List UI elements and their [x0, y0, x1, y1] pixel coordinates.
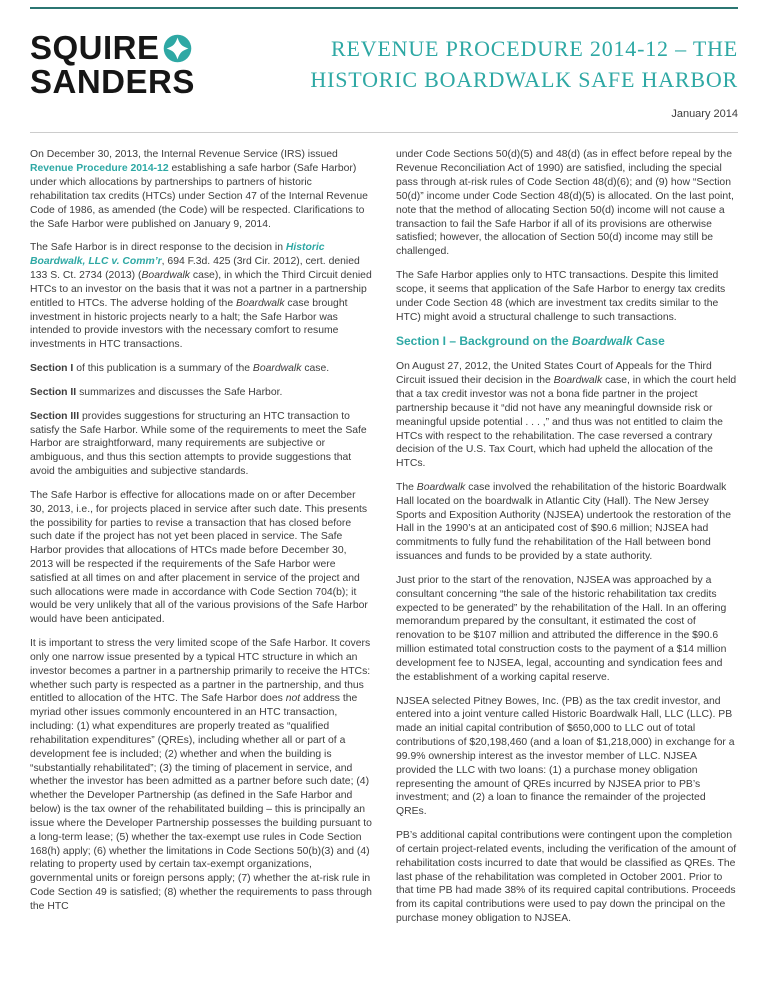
historic-boardwalk-case-link[interactable]: Historic Boardwalk, LLC v. Comm’r — [30, 242, 325, 268]
text-segment: case involved the rehabilitation of the historic Boardwalk Hall located on the boardwalk in Atlantic City (Hall). The New Jersey Sports and Exposition Authority (NJSEA) undertook the restoration of the Hall in the 1990’s at an anticipated cost of $90.6 million; NJSEA had commitments to fully fund the rehabilitation of the Hall between bond issuances and funds to be provided by a state authority. — [396, 481, 731, 563]
text-segment: under Code Sections 50(d)(5) and 48(d) (as in effect before repeal by the Revenue Reconciliation Act of 1990) are satisfied, including the special pass through at-risk rules of Code Section 48(d)(6); and (9) how “Section 50(d)” income under Code Section 48(d)(5) is allocated. On the last point, note that the method of allocating Section 50(d) income will not cause a transaction to fail the Safe Harbor if all of its provisions are otherwise satisfied; however, the allocation of Section 50(d) income may still be challenged. — [396, 149, 734, 258]
page-title-line-2: HISTORIC BOARDWALK SAFE HARBOR — [310, 67, 738, 93]
right-column — [396, 148, 738, 935]
text-segment: Section III — [30, 410, 80, 422]
text-segment: The Safe Harbor applies only to HTC transactions. Despite this limited scope, it seems that application of the Safe Harbor to energy tax credits under Code Section 48 (which are investment tax credits similar to the HTC) might avoid a structural challenge to such transactions. — [396, 270, 726, 323]
text-segment: establishing a safe harbor (Safe Harbor) under which allocations by partnerships to partners of historic rehabilitation tax credits (HTCs) under Section 47 of the Internal Revenue Code of 1986, as amended (the Code) will be respected. Clarifications to the Safe Harbor were published on January 9, 2014. — [30, 163, 368, 230]
body-paragraph — [396, 829, 738, 926]
text-segment: of this publication is a summary of the — [73, 363, 253, 375]
body-paragraph — [30, 362, 372, 376]
text-segment: Boardwalk — [416, 481, 466, 493]
article-body — [30, 148, 738, 935]
text-segment: The Safe Harbor is in direct response to the decision in — [30, 242, 286, 254]
brand-text-sanders: SANDERS — [30, 63, 195, 101]
header-divider — [30, 132, 738, 133]
text-segment: not — [285, 693, 301, 705]
brand-line-2 — [30, 65, 195, 99]
body-paragraph — [30, 637, 372, 914]
text-segment: Boardwalk — [236, 297, 285, 309]
text-segment: provides suggestions for structuring an HTC transaction to satisfy the Safe Harbor. While some of the requirements to meet the Safe Harbor are straightforward, many requirements are subjective or ambiguous, and thus this section attempts to provide suggestions that avoid the ambiguities and subjective standards. — [30, 410, 367, 478]
text-segment: NJSEA selected Pitney Bowes, Inc. (PB) as the tax credit investor, and entered into a joint venture called Historic Boardwalk Hall, LLC (LLC). PB made an initial capital contribution of $650,000 to LLC out of total contributions of $20,198,460 (and a loan of $1,218,000) in exchange for a 99.9% ownership interest as the investor member of LLC. NJSEA provided the LLC with two loans: (1) a purchase money obligation representing the amount of QREs incurred by NJSEA prior to PB’s investment; and (2) a loan to finance the remainder of the projected QREs. — [396, 695, 735, 818]
top-rule — [30, 7, 738, 9]
text-segment: case), in which the Third Circuit denied HTCs to an investor on the basis that it was not a partner in a partnership entitled to HTCs. The adverse holding of the — [30, 270, 372, 309]
body-paragraph — [396, 269, 738, 324]
section-i-heading — [396, 334, 738, 350]
text-segment: address the myriad other issues commonly encountered in an HTC transaction, including: (1) what expenditures are properly treated as “qualified rehabilitation expenditures” (QREs), including whether all or part of a development fee is included; (2) whether and when the building is “substantially rehabilitated”; (3) the timing of placement in service, and whether the investor has been admitted as a partner before such date; (4) whether the Developer Partnership (as defined in the Safe Harbor and below) is the tax owner of the rehabilitated building – this is principally an issue where the Developer Partnership possesses the building pursuant to a long-term lease; (5) whether the tax-exempt use rules in Code Section 168(h) apply; (6) whether the limitations in Code Sections 50(b)(3) and (4) relating to property used by certain tax-exempt organizations, governmental units or foreign persons apply; (7) whether the at-risk rule in Code Section 49 is satisfied; (8) whether the requirements to pass through the HTC — [30, 693, 372, 912]
body-paragraph — [30, 148, 372, 231]
brand-text-squire: SQUIRE — [30, 29, 160, 66]
body-paragraph — [396, 574, 738, 685]
body-paragraph — [396, 148, 738, 259]
body-paragraph — [30, 489, 372, 627]
body-paragraph — [30, 241, 372, 352]
body-paragraph — [30, 386, 372, 400]
brand-mark-icon — [163, 34, 192, 63]
text-segment: On August 27, 2012, the United States Court of Appeals for the Third Circuit issued their decision in the — [396, 361, 712, 387]
text-segment: summarizes and discusses the Safe Harbor. — [76, 386, 283, 398]
body-paragraph — [396, 360, 738, 471]
text-segment: Just prior to the start of the renovation, NJSEA was approached by a consultant concerning “the sale of the historic rehabilitation tax credits expected to be generated” by the rehabilitation of the Hall. In an offering memorandum prepared by the consultant, it estimated the cost of renovation to be $107 million and attributed the difference in the $90.6 million estimated total construction costs to the payment of a $14 million development fee to NJSEA, legal, accounting and syndication fees and the establishment of a working capital reserve. — [396, 574, 727, 683]
text-segment: Case — [632, 334, 665, 349]
brand-line-1 — [30, 31, 195, 65]
text-segment: Boardwalk — [252, 363, 302, 375]
text-segment: The — [396, 481, 417, 493]
publication-date: January 2014 — [671, 108, 738, 121]
revenue-procedure-2014-12-link[interactable]: Revenue Procedure 2014-12 — [30, 163, 169, 175]
body-paragraph — [396, 481, 738, 564]
text-segment: , 694 F.3d. 425 (3rd Cir. 2012), cert. denied 133 S. Ct. 2734 (2013) ( — [30, 256, 360, 282]
page-title — [310, 33, 738, 95]
left-column — [30, 148, 372, 935]
text-segment: case, in which the court held that a tax credit investor was not a bona fide partner in the project partnership because it “did not have any meaningful downside risk or meaningful upside potential . . . ,” and thus was not entitled to claim the HTCs with respect to the rehabilitation. The case reversed a contrary decision of the U.S. Tax Court, which had upheld the allocation of the HTCs. — [396, 375, 737, 470]
text-segment: Section II — [30, 386, 77, 398]
title-block — [310, 31, 738, 120]
text-segment: Section I – Background on the — [396, 334, 573, 349]
text-segment: On December 30, 2013, the Internal Revenue Service (IRS) issued — [30, 149, 338, 161]
text-segment: The Safe Harbor is effective for allocations made on or after December 30, 2013, i.e., for projects placed in service after such date. This presents the possibility for parties to revise a transaction that has closed before such date if the project has not yet been placed in service. The Safe Harbor provides that allocations of HTCs made before December 30, 2013 will be respected if the requirements of the Safe Harbor were satisfied at all times on and after placement in service of the project and such allocations were made in accordance with Code Section 704(b); it would be very unlikely that all of the various provisions of the Safe Harbor would have been anticipated. — [30, 489, 368, 626]
header — [30, 31, 738, 120]
text-segment: PB’s additional capital contributions were contingent upon the completion of certain project-related events, including the verification of the amount of rehabilitation costs incurred to date that would be classified as QREs. The last phase of the rehabilitation was completed in October 2001. Prior to that time PB had made 38% of its required capital contributions. Proceeds from its capital contributions were used to pay down the principal on the purchase money obligation to NJSEA. — [396, 830, 737, 924]
text-segment: Boardwalk — [572, 334, 633, 349]
text-segment: Boardwalk — [141, 270, 190, 282]
body-paragraph — [396, 695, 738, 819]
text-segment: case. — [301, 363, 330, 375]
text-segment: Section I — [30, 363, 74, 375]
text-segment: case brought investment in historic projects nearly to a halt; the Safe Harbor was intended to provide investors with the necessary comfort to resume investments in HTC transactions. — [30, 297, 348, 351]
body-paragraph — [30, 410, 372, 479]
text-segment: Boardwalk — [553, 375, 603, 387]
text-segment: It is important to stress the very limited scope of the Safe Harbor. It covers only one narrow issue presented by a typical HTC structure in which an investor becomes a partner in a partnership primarily to receive the HTCs: whether such party is respected as a partner in the partnership, and thus entitled to allocation of the HTC. The Safe Harbor does — [30, 638, 371, 705]
page-title-line-1: REVENUE PROCEDURE 2014-12 – THE — [331, 36, 738, 61]
brand-logo — [30, 31, 195, 100]
